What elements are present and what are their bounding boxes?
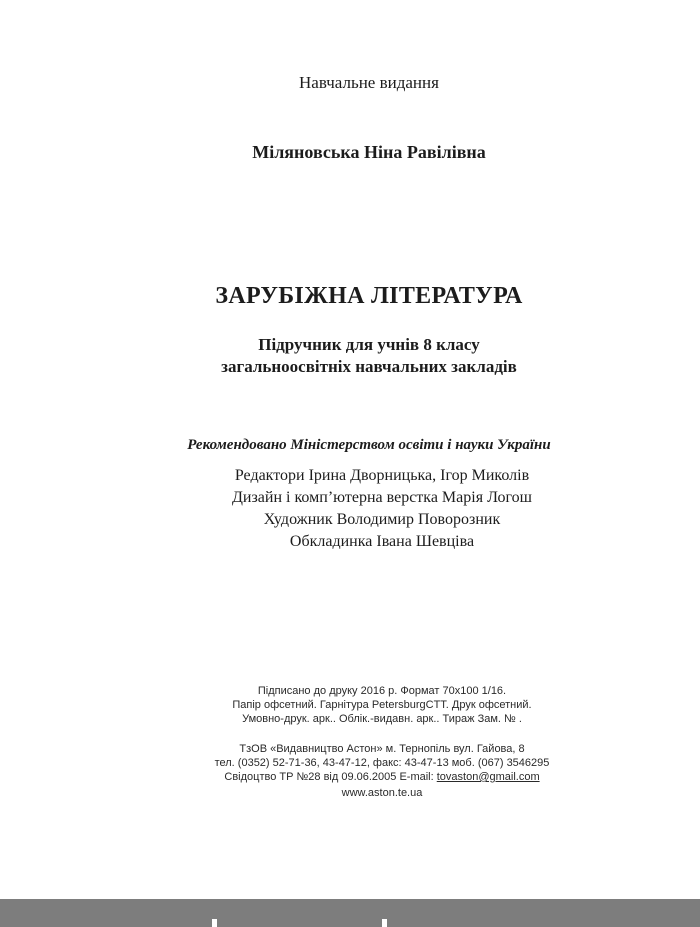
subtitle-line-1: Підручник для учнів 8 класу — [258, 335, 480, 354]
print-info-signed: Підписано до друку 2016 р. Формат 70x100 1/16. — [257, 685, 507, 697]
publisher-phones: тел. (0352) 52-71-36, 43-47-12, факс: 43-47-13 моб. (067) 3546295 — [214, 757, 550, 769]
publisher-address: ТзОВ «Видавництво Астон» м. Тернопіль вул. Гайова, 8 — [239, 743, 525, 755]
edition-type: Навчальне видання — [299, 73, 439, 92]
author-name: Міляновська Ніна Равілівна — [252, 142, 486, 162]
print-info-sheets: Умовно-друк. арк.. Облік.-видавн. арк.. Тираж Зам. № . — [242, 713, 522, 725]
ministry-recommendation: Рекомендовано Міністерством освіти і науки України — [187, 437, 551, 453]
credit-cover: Обкладинка Івана Шевціва — [289, 533, 475, 550]
publisher-certificate — [32, 771, 700, 783]
print-info-paper: Папір офсетний. Гарнітура PetersburgCTT. Друк офсетний. — [232, 699, 532, 711]
bottom-gray-band — [0, 899, 700, 927]
publisher-website-link[interactable]: www.aston.te.ua — [341, 787, 423, 799]
book-title: ЗАРУБІЖНА ЛІТЕРАТУРА — [215, 283, 523, 309]
credit-design: Дизайн і комп’ютерна верстка Марія Логош — [232, 489, 532, 506]
band-mark — [382, 919, 387, 927]
credit-editors: Редактори Ірина Дворницька, Ігор Миколів — [234, 467, 530, 484]
credit-artist: Художник Володимир Поворозник — [263, 511, 501, 528]
band-mark — [212, 919, 217, 927]
subtitle-line-2: загальноосвітніх навчальних закладів — [221, 357, 517, 376]
certificate-text: Свідоцтво ТР №28 від 09.06.2005 E-mail: — [224, 771, 437, 783]
publisher-email-link[interactable]: tovaston@gmail.com — [436, 771, 540, 783]
